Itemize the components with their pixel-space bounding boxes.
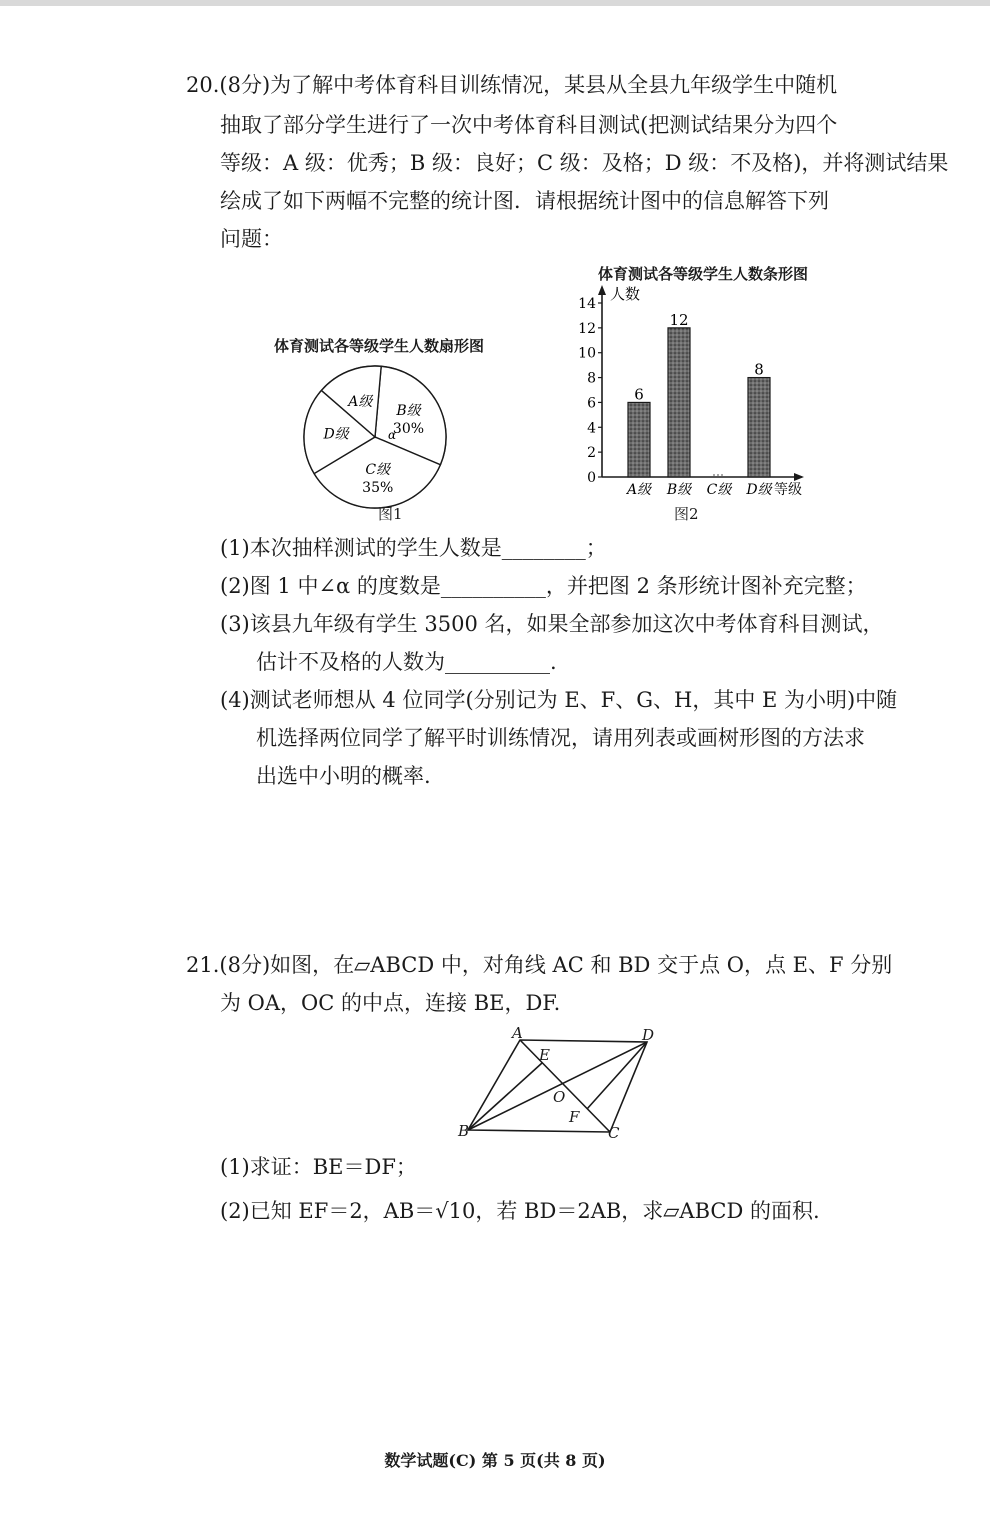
q20-sub-1: (1)本次抽样测试的学生人数是________； [220, 536, 607, 560]
q20-line-5: 问题： [220, 227, 283, 251]
pie-label-2: C级 [365, 461, 391, 478]
bar-chart [570, 280, 820, 500]
bar-value-label-2: 12 [669, 310, 689, 329]
q20-line-3: 等级：A 级：优秀；B 级：良好；C 级：及格；D 级：不及格)，并将测试结果 [220, 151, 949, 175]
bar-1 [628, 402, 650, 477]
q21-line-2: 为 OA，OC 的中点，连接 BE，DF. [220, 991, 561, 1015]
segment-be [468, 1063, 542, 1130]
pie-caption: 图1 [378, 505, 403, 523]
q20-sub-4b: 机选择两位同学了解平时训练情况，请用列表或画树形图的方法求 [256, 726, 865, 750]
x-tick-label-1: A级 [626, 482, 652, 498]
q20-line-1: 20.(8分)为了解中考体育科目训练情况，某县从全县九年级学生中随机 [186, 73, 838, 97]
bar-2 [668, 328, 690, 477]
y-tick-label-8: 8 [587, 370, 596, 387]
y-tick-label-10: 10 [578, 345, 596, 362]
x-axis-label: 等级 [774, 482, 802, 498]
point-f-label: F [569, 1108, 580, 1126]
bar-caption: 图2 [674, 505, 699, 523]
pie-label-4: A级 [348, 393, 373, 410]
x-tick-label-2: B级 [666, 482, 692, 498]
q20-sub-2: (2)图 1 中∠α 的度数是__________，并把图 2 条形统计图补充完整； [220, 574, 867, 598]
q20-sub-3: (3)该县九年级有学生 3500 名，如果全部参加这次中考体育科目测试， [220, 612, 884, 636]
segment-df [587, 1042, 647, 1109]
point-e-label: E [539, 1046, 550, 1064]
y-axis-arrow [598, 285, 606, 295]
y-tick-label-6: 6 [587, 395, 596, 412]
point-a-label: A [512, 1024, 523, 1042]
pie-chart-title: 体育测试各等级学生人数扇形图 [274, 337, 485, 355]
point-b-label: B [458, 1122, 470, 1140]
bar-value-label-1: 6 [634, 385, 644, 404]
page-footer: 数学试题(C) 第 5 页(共 8 页) [384, 1451, 606, 1470]
y-tick-label-0: 0 [587, 470, 596, 486]
q20-line-4: 绘成了如下两幅不完整的统计图．请根据统计图中的信息解答下列 [220, 189, 829, 213]
y-tick-label-4: 4 [587, 420, 596, 437]
q20-sub-4c: 出选中小明的概率. [256, 764, 431, 788]
bar-value-label-4: 8 [754, 360, 764, 379]
bar-4 [748, 378, 770, 477]
pie-percent-2: 35% [362, 479, 394, 496]
y-tick-label-12: 12 [578, 320, 596, 337]
x-tick-label-4: D级 [746, 482, 772, 498]
y-axis-label: 人数 [610, 285, 641, 303]
point-o-label: O [553, 1088, 566, 1106]
q21-line-1: 21.(8分)如图，在▱ABCD 中，对角线 AC 和 BD 交于点 O，点 E、F 分别 [186, 953, 893, 977]
pie-percent-1: 30% [392, 420, 425, 437]
q20-sub-4: (4)测试老师想从 4 位同学(分别记为 E、F、G、H，其中 E 为小明)中随 [220, 688, 898, 712]
point-d-label: D [642, 1026, 655, 1044]
parallelogram-figure [450, 1022, 670, 1147]
x-tick-label-3: C级 [706, 482, 732, 498]
point-c-label: C [608, 1124, 620, 1142]
pie-label-3: D级 [323, 426, 349, 443]
q20-line-2: 抽取了部分学生进行了一次中考体育科目测试(把测试结果分为四个 [220, 113, 838, 137]
q20-sub-3b: 估计不及格的人数为__________. [256, 650, 557, 674]
diagonal-ac [520, 1040, 610, 1132]
bar-chart-title: 体育测试各等级学生人数条形图 [598, 265, 809, 283]
pie-label-1: B级 [396, 402, 421, 419]
q21-sub-1: (1)求证：BE＝DF； [220, 1155, 417, 1179]
top-border [0, 0, 990, 6]
q21-sub-2: (2)已知 EF＝2，AB＝√10，若 BD＝2AB，求▱ABCD 的面积. [220, 1199, 820, 1223]
pie-chart [300, 355, 470, 515]
y-tick-label-14: 14 [578, 296, 596, 312]
diagonal-bd [468, 1042, 647, 1130]
y-tick-label-2: 2 [587, 445, 596, 462]
x-axis-arrow [794, 473, 804, 481]
pie-angle-alpha: α [388, 428, 397, 442]
